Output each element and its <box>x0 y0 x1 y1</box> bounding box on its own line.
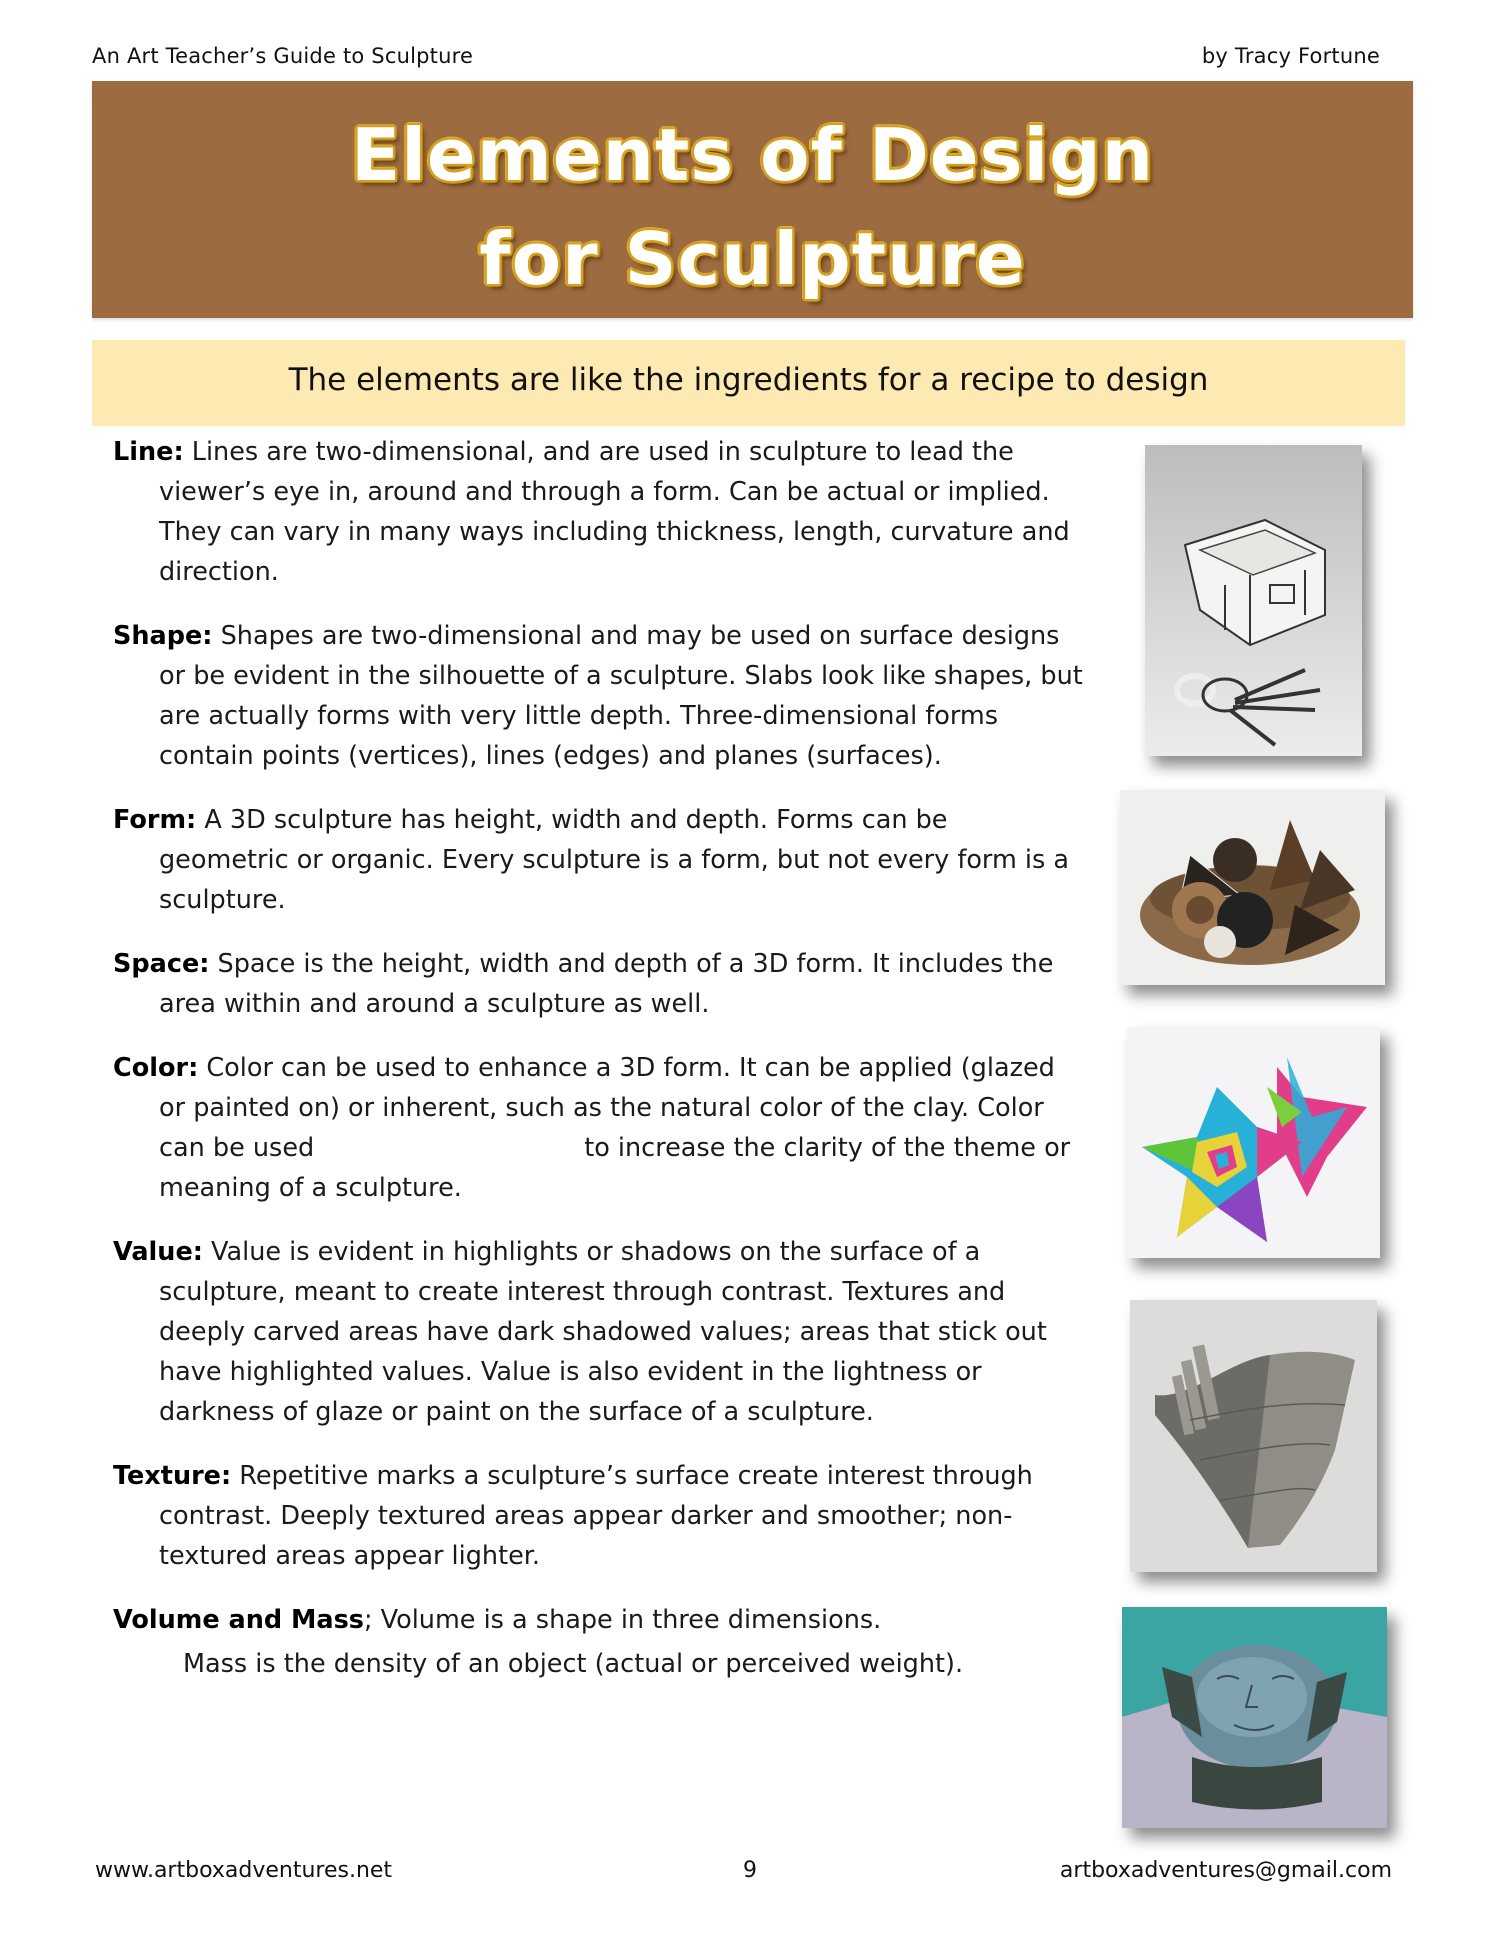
bronze-face-illustration <box>1122 1607 1387 1828</box>
element-shape <box>113 616 1083 776</box>
element-description: Repetitive marks a sculpture’s surface create interest through contrast. Deeply textured areas appear darker and smoother; non-textured areas appear lighter. <box>159 1461 1033 1571</box>
email-link[interactable]: artboxadventures@gmail.com <box>1059 1858 1392 1883</box>
element-term: Value: <box>113 1237 203 1267</box>
photo-textured-forms-in-bowl <box>1120 790 1385 985</box>
element-color <box>113 1048 1083 1208</box>
element-value <box>113 1232 1083 1432</box>
element-form <box>113 800 1083 920</box>
element-texture <box>113 1456 1083 1576</box>
element-term: Color: <box>113 1053 199 1083</box>
subtitle-text: The elements are like the ingredients for a recipe to design <box>288 362 1209 398</box>
element-term: Texture: <box>113 1461 232 1491</box>
element-description: ; Volume is a shape in three dimensions. <box>363 1605 882 1635</box>
photo-white-ceramic-box-and-keys <box>1145 445 1362 756</box>
book-title: An Art Teacher’s Guide to Sculpture <box>92 44 474 68</box>
photo-gray-slab-sculpture <box>1130 1300 1377 1572</box>
origami-stars-illustration <box>1127 1027 1380 1258</box>
mass-description: Mass is the density of an object (actual or perceived weight). <box>183 1649 964 1679</box>
element-description: A 3D sculpture has height, width and depth. Forms can be geometric or organic. Every sculpture is a form, but not every form is a sculpture. <box>159 805 1070 915</box>
element-term: Shape: <box>113 621 213 651</box>
page-title-line-2: for Sculpture <box>479 217 1026 301</box>
page-title <box>92 103 1413 311</box>
elements-list <box>113 432 1083 1684</box>
ceramic-box-illustration <box>1145 445 1362 756</box>
textured-bowl-illustration <box>1120 790 1385 985</box>
page-title-line-1: Elements of Design <box>351 113 1154 197</box>
element-description-part-1: Color can be used to enhance a 3D form. It can be applied (glazed or painted on) or inherent, such as the natural color of the clay. Color can be used <box>159 1053 1055 1163</box>
website-link[interactable]: www.artboxadventures.net <box>95 1858 393 1883</box>
author-name: by Tracy Fortune <box>1201 44 1380 68</box>
element-line <box>113 432 1083 592</box>
element-volume-and-mass <box>113 1600 1083 1640</box>
title-banner <box>92 81 1413 318</box>
element-description: Lines are two-dimensional, and are used in sculpture to lead the viewer’s eye in, around and through a form. Can be actual or implied. They can vary in many ways including thickness, length, curvature and direction. <box>159 437 1070 587</box>
element-term: Line: <box>113 437 184 467</box>
photo-colorful-origami-stars <box>1127 1027 1380 1258</box>
element-description: Space is the height, width and depth of a 3D form. It includes the area within and around a sculpture as well. <box>159 949 1054 1019</box>
element-term: Form: <box>113 805 197 835</box>
photo-bronze-face-with-hands <box>1122 1607 1387 1828</box>
page-number: 9 <box>743 1858 757 1883</box>
element-description: Shapes are two-dimensional and may be used on surface designs or be evident in the silhouette of a sculpture. Slabs look like shapes, but are actually forms with very little depth. Three-dimensional forms contain points (vertices), lines (edges) and planes (surfaces). <box>159 621 1083 771</box>
element-description-part-2: to increase the clarity of the theme or meaning of a sculpture. <box>159 1133 1071 1203</box>
subtitle-bar <box>92 340 1405 426</box>
slab-sculpture-illustration <box>1130 1300 1377 1572</box>
element-description: Value is evident in highlights or shadows on the surface of a sculpture, meant to create interest through contrast. Textures and deeply carved areas have dark shadowed values; areas that stick out have highlighted values. Value is also evident in the lightness or darkness of glaze or paint on the surface of a sculpture. <box>159 1237 1047 1427</box>
element-term: Volume and Mass <box>113 1605 364 1635</box>
element-term: Space: <box>113 949 210 979</box>
element-space <box>113 944 1083 1024</box>
